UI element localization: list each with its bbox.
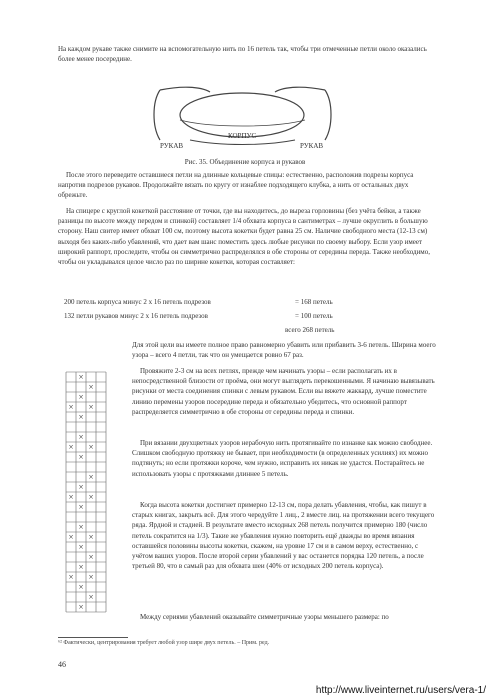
footnote-divider: [58, 637, 128, 638]
figure-body-sleeves-joining: [150, 82, 335, 152]
paragraph-between-decreases: Между сериями убавлений оказывайте симметричные узоры меньшего размера: по: [140, 613, 389, 621]
chart-stitch-mark: ×: [68, 572, 74, 582]
chart-stitch-mark: ×: [88, 572, 94, 582]
chart-stitch-mark: ×: [78, 482, 84, 492]
chart-stitch-mark: ×: [68, 492, 74, 502]
chart-stitch-mark: ×: [78, 452, 84, 462]
chart-stitch-mark: ×: [88, 532, 94, 542]
chart-stitch-mark: ×: [78, 562, 84, 572]
chart-stitch-mark: ×: [68, 532, 74, 542]
chart-stitch-mark: ×: [78, 502, 84, 512]
chart-stitch-mark: ×: [88, 492, 94, 502]
paragraph-start-patterns: Провяжите 2-3 см на всех петлях, прежде чем начинать узоры – если располагать их в непосредственной близости от проёма, они могут выглядеть перекошенными. Я начинаю вывязывать рисунки от места соединения спинки с левым рукавом. Если вы вяжете жаккард, лучше поместите линию перемены узоров посередине переда и обязательно убедитесь, что основной раппорт распределяется симметрично в обе стороны от середины переда и спинки.: [132, 367, 435, 416]
paragraph-sleeve-stitches: На каждом рукаве также снимите на вспомогательную нить по 16 петель так, чтобы три отмеченные петли около оказались более менее посередине.: [58, 45, 427, 64]
chart-stitch-mark: ×: [88, 442, 94, 452]
chart-stitch-mark: ×: [88, 592, 94, 602]
chart-stitch-mark: ×: [78, 432, 84, 442]
paragraph-two-color: При вязании двухцветных узоров нерабочую нить протягивайте по изнанке как можно свободнее. Слишком свободную протяжку не бывает, при необходимости (в определенных усилиях) их можно подтянуть; но если протяжки короче, чем нужно, исправить их никак не удастся. Постарайтесь не использовать узоры с протяжками длиннее 5 петель.: [132, 439, 433, 478]
chart-stitch-mark: ×: [78, 582, 84, 592]
chart-stitch-mark: ×: [78, 392, 84, 402]
calc-body-left: 200 петель корпуса минус 2 х 16 петель подрезов: [64, 298, 211, 306]
paragraph-decreases: Когда высота кокетки достигнет примерно 12-13 см, пора делать убавления, чтобы, как пишут в старых книгах, закрыть всё. Для этого чередуйте 1 лиц., 2 вместе лиц. на протяжении всего текущего ряда. Ярдной и стадией. В результате вместо исходных 268 петель получится примерно 180 (число петель сократится на 1/3). Такие же убавления нужно повторить ещё дважды во время вязания оставшейся половины высоты кокетки, скажем, на уровне 17 см и в самом верху, естественно, с учётом ваших узоров. После второй серии убавлений у вас останется порядка 120 петель, а после третьей 80, что в самый раз для обхвата шеи (40% от исходных 200 петель корпуса).: [132, 501, 435, 571]
figure-label-sleeve-right: РУКАВ: [300, 142, 324, 150]
page-number: 46: [58, 660, 66, 669]
watermark-url[interactable]: http://www.liveinternet.ru/users/vera-1/: [315, 685, 486, 696]
chart-stitch-mark: ×: [78, 602, 84, 612]
paragraph-adjust-stitches: Для этой цели вы имеете полное право равномерно убавить или прибавить 3-6 петель. Ширина моего узора – всего 4 петли, так что он умещается ровно 67 раз.: [132, 341, 436, 360]
chart-stitch-mark: ×: [88, 552, 94, 562]
figure-label-body: КОРПУС: [228, 132, 257, 140]
calc-sleeves-right: = 100 петель: [295, 312, 333, 320]
calc-body-right: = 168 петель: [295, 298, 333, 306]
chart-stitch-mark: ×: [68, 442, 74, 452]
calc-total: всего 268 петель: [285, 326, 335, 334]
chart-stitch-mark: ×: [88, 402, 94, 412]
calc-sleeves-left: 132 петли рукавов минус 2 х 16 петель подрезов: [64, 312, 208, 320]
chart-stitch-mark: ×: [88, 472, 94, 482]
figure-label-sleeve-left: РУКАВ: [160, 142, 184, 150]
footnote: ⁶² Фактически, центрирования требует любой узор шире двух петель. – Прим. ред.: [58, 640, 270, 646]
chart-stitch-mark: ×: [78, 522, 84, 532]
knitting-pattern-chart: [58, 368, 120, 618]
chart-stitch-mark: ×: [68, 402, 74, 412]
chart-stitch-mark: ×: [78, 542, 84, 552]
figure-caption: Рис. 35. Объединение корпуса и рукавов: [184, 158, 306, 166]
chart-stitch-mark: ×: [78, 372, 84, 382]
chart-stitch-mark: ×: [78, 412, 84, 422]
paragraph-yoke-height: На спицере с круглой кокеткой расстояние от точки, где вы находитесь, до выреза горловины (без учёта бейки, а также разницы по высоте между передом и спинкой) составляет 1/4 обхвата корпуса в сантиметрах – лучше округлить в большую сторону. Наш свитер имеет обхват 100 см, поэтому высота кокетки будет равна 25 см. Наличие свободного места (12-13 см) выходя без каких-либо убавлений, что дает вам шанс поместить здесь любые рисунки по своему выбору. Если узор имеет широкий раппорт, проследите, чтобы он симметрично распределялся в обе стороны от середины переда. Также необходимо, чтобы он укладывался целое число раз по ширине кокетки, которая составляет:: [58, 207, 430, 267]
chart-stitch-mark: ×: [88, 382, 94, 392]
paragraph-circular-needles: После этого переведите оставшиеся петли на длинные кольцевые спицы: естественно, расположив подрезы корпуса напротив подрезов рукавов. Продолжайте вязать по кругу от изнаблее подходящего клубка, а нить от остальных двух обрежьте.: [58, 171, 414, 200]
